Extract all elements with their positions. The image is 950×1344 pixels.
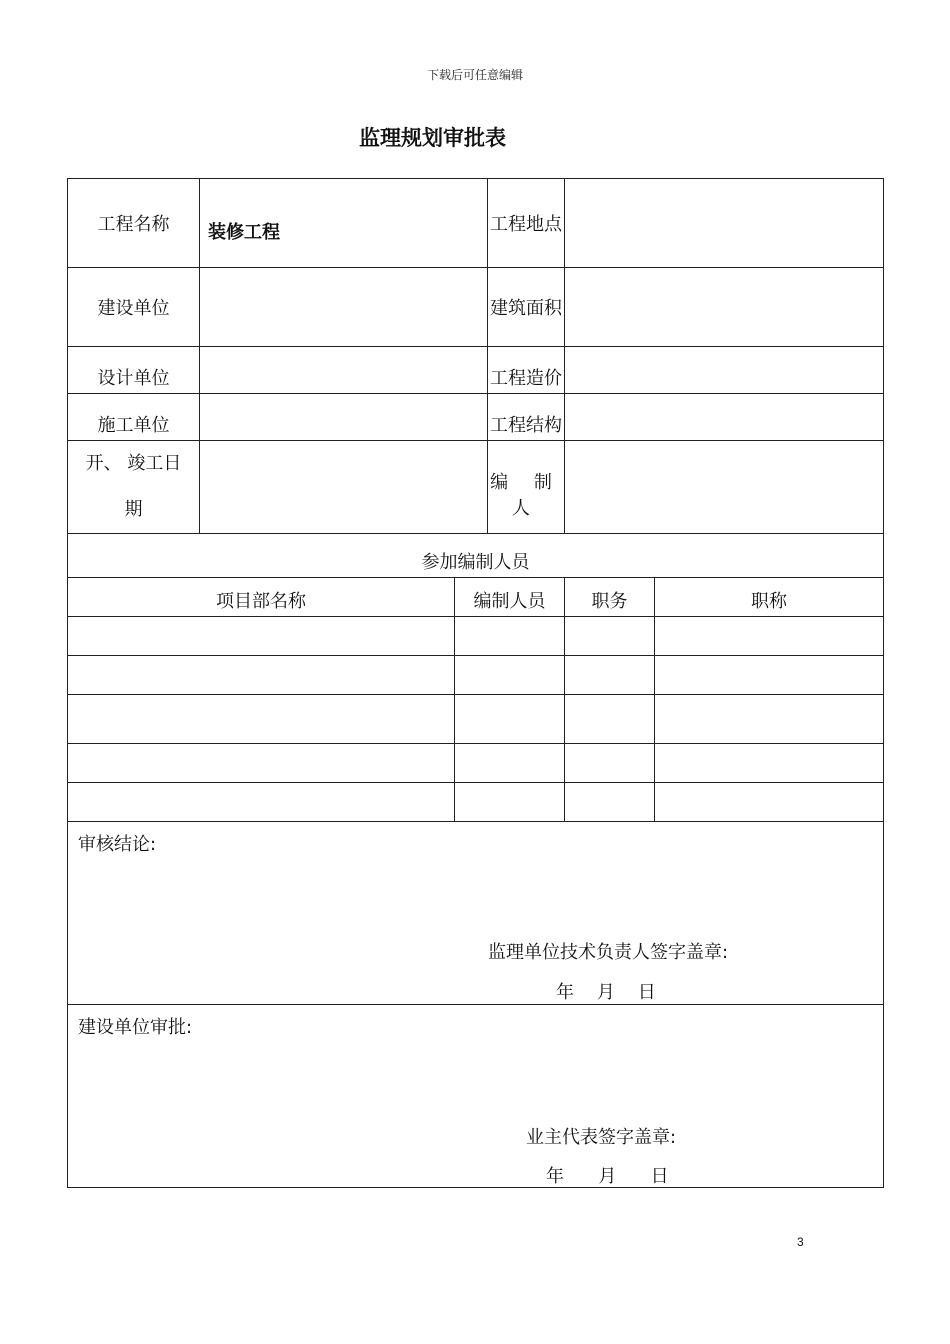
table-cell-department[interactable] [68, 744, 455, 783]
table-row [68, 695, 884, 744]
participants-header-row [68, 578, 884, 617]
table-cell-compiler[interactable] [455, 744, 565, 783]
review-section-row [68, 822, 884, 1005]
compiler-label: 编 制 人 [488, 441, 565, 534]
table-cell-department[interactable] [68, 656, 455, 695]
compiler-field[interactable] [565, 441, 884, 534]
building-area-field[interactable] [565, 268, 884, 347]
review-heading: 审核结论: [78, 834, 157, 855]
table-cell-department[interactable] [68, 695, 455, 744]
approval-heading: 建设单位审批: [78, 1017, 193, 1038]
table-cell-title[interactable] [655, 656, 884, 695]
approval-signature-label: 业主代表签字盖章: [526, 1127, 677, 1148]
table-cell-position[interactable] [565, 695, 655, 744]
project-cost-field[interactable] [565, 347, 884, 394]
row-project-name [68, 179, 884, 268]
table-cell-department[interactable] [68, 783, 455, 822]
builder-field[interactable] [200, 268, 488, 347]
dates-field[interactable] [200, 441, 488, 534]
project-name-value: 装修工程 [208, 222, 280, 243]
project-structure-field[interactable] [565, 394, 884, 441]
dates-label-line1: 开、 竣工日 [85, 453, 182, 474]
table-cell-compiler[interactable] [455, 783, 565, 822]
table-cell-position[interactable] [565, 783, 655, 822]
row-design-unit [68, 347, 884, 394]
column-header-department: 项目部名称 [68, 578, 455, 617]
project-cost-label: 工程造价 [488, 347, 565, 394]
approval-section[interactable] [68, 1005, 884, 1188]
design-unit-field[interactable] [200, 347, 488, 394]
column-header-position: 职务 [565, 578, 655, 617]
table-cell-department[interactable] [68, 617, 455, 656]
table-cell-compiler[interactable] [455, 695, 565, 744]
table-row [68, 783, 884, 822]
project-location-field[interactable] [565, 179, 884, 268]
dates-label-line2: 期 [124, 499, 143, 520]
project-name-field[interactable] [200, 179, 488, 268]
table-row [68, 744, 884, 783]
project-structure-label: 工程结构 [488, 394, 565, 441]
table-cell-position[interactable] [565, 656, 655, 695]
row-participants-title [68, 534, 884, 578]
design-unit-label: 设计单位 [68, 347, 200, 394]
approval-form-table [67, 178, 884, 1188]
construction-unit-field[interactable] [200, 394, 488, 441]
row-construction-unit [68, 394, 884, 441]
table-cell-compiler[interactable] [455, 617, 565, 656]
construction-unit-label: 施工单位 [68, 394, 200, 441]
row-dates [68, 441, 884, 534]
table-cell-title[interactable] [655, 744, 884, 783]
table-cell-title[interactable] [655, 695, 884, 744]
table-cell-compiler[interactable] [455, 656, 565, 695]
table-row [68, 617, 884, 656]
review-section[interactable] [68, 822, 884, 1005]
column-header-title: 职称 [655, 578, 884, 617]
column-header-compiler: 编制人员 [455, 578, 565, 617]
document-title: 监理规划审批表 [359, 126, 506, 150]
project-location-label: 工程地点 [488, 179, 565, 268]
row-builder [68, 268, 884, 347]
page-number: 3 [797, 1235, 804, 1249]
participants-section-title: 参加编制人员 [68, 534, 884, 578]
builder-label: 建设单位 [68, 268, 200, 347]
review-signature-label: 监理单位技术负责人签字盖章: [488, 942, 729, 963]
approval-date-line: 年 月 日 [546, 1166, 669, 1187]
review-date-line: 年 月 日 [556, 982, 656, 1003]
approval-section-row [68, 1005, 884, 1188]
table-cell-title[interactable] [655, 617, 884, 656]
project-name-label: 工程名称 [68, 179, 200, 268]
table-cell-position[interactable] [565, 617, 655, 656]
table-cell-title[interactable] [655, 783, 884, 822]
dates-label [68, 441, 200, 534]
header-note: 下载后可任意编辑 [426, 68, 523, 82]
table-row [68, 656, 884, 695]
table-cell-position[interactable] [565, 744, 655, 783]
building-area-label: 建筑面积 [488, 268, 565, 347]
